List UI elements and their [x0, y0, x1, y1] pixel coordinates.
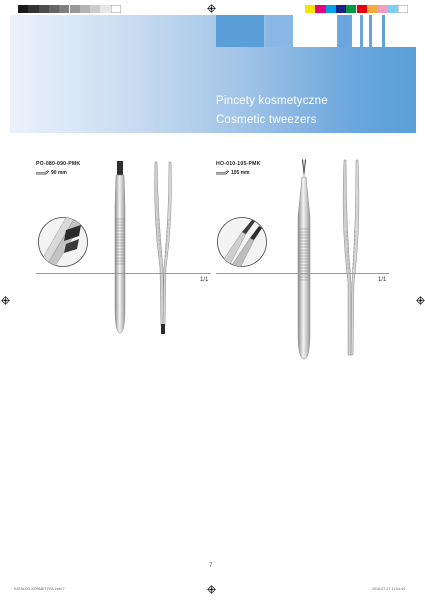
color-swatch — [305, 5, 315, 13]
registration-mark-icon — [207, 585, 216, 594]
color-swatch — [100, 5, 110, 13]
color-swatch — [326, 5, 336, 13]
tweezers-length-icon — [216, 170, 230, 175]
scale-guide-line — [36, 273, 211, 274]
color-swatch — [398, 5, 408, 13]
product-code: PO-080-090-PMK — [36, 161, 81, 167]
title-english: Cosmetic tweezers — [216, 114, 317, 126]
color-swatch — [49, 5, 59, 13]
color-swatch — [39, 5, 49, 13]
color-swatch — [28, 5, 38, 13]
registration-mark-icon — [207, 4, 216, 13]
color-swatch — [70, 5, 80, 13]
tweezers-length-icon — [36, 170, 50, 175]
print-timestamp: 2016-07-27 11:04:44 — [372, 587, 406, 591]
pointed-tweezers-side — [336, 157, 366, 363]
registration-mark-icon — [1, 296, 10, 305]
header-banner — [10, 15, 416, 133]
page-number: 7 — [209, 563, 213, 569]
banner-decor-block — [363, 15, 369, 47]
slant-tweezers-front — [108, 157, 132, 337]
banner-decor-block — [339, 15, 349, 47]
color-swatch — [336, 5, 346, 13]
scale-label: 1/1 — [200, 277, 209, 283]
color-swatch — [111, 5, 121, 13]
banner-decor-block — [372, 15, 382, 47]
banner-decor-block — [352, 15, 360, 47]
banner-decor-block — [266, 15, 291, 47]
file-slug: KATALOG KOSMETYKA.indd 7 — [14, 587, 65, 591]
slant-tweezers-side — [148, 158, 178, 336]
tip-detail-circle — [216, 216, 268, 268]
banner-decor-block — [385, 15, 416, 47]
color-swatch — [346, 5, 356, 13]
color-swatch — [18, 5, 28, 13]
color-swatch — [90, 5, 100, 13]
color-swatch — [357, 5, 367, 13]
color-swatch — [59, 5, 69, 13]
color-swatch — [387, 5, 397, 13]
color-swatch — [315, 5, 325, 13]
tip-detail-circle — [37, 216, 89, 268]
scale-label: 1/1 — [378, 277, 387, 283]
registration-mark-icon — [416, 296, 425, 305]
color-swatch — [367, 5, 377, 13]
banner-decor-block — [293, 15, 337, 47]
product-length: 90 mm — [51, 170, 67, 176]
color-swatch — [80, 5, 90, 13]
product-length: 105 mm — [231, 170, 250, 176]
product-code: HO-010-105-PMK — [216, 161, 261, 167]
scale-guide-line — [216, 273, 389, 274]
title-polish: Pincety kosmetyczne — [216, 95, 328, 107]
pointed-tweezers-front — [292, 157, 316, 363]
banner-decor-block — [216, 15, 264, 47]
color-swatch — [377, 5, 387, 13]
